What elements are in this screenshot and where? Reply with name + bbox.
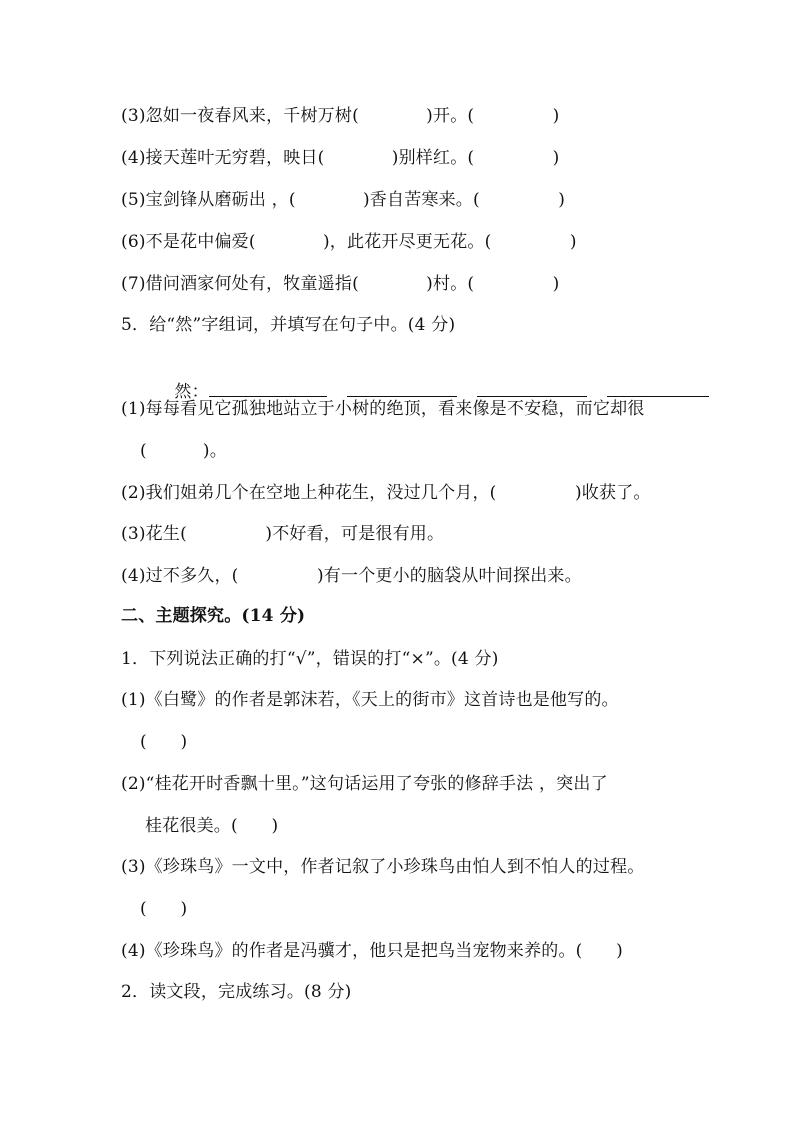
- question-5-title: 5．给“然”字组词，并填写在句子中。(4 分): [121, 315, 456, 335]
- word-blank-4[interactable]: [607, 379, 709, 397]
- word-blank-3[interactable]: [477, 379, 587, 397]
- sentence-1-cont: ( )。: [140, 441, 227, 461]
- judge-item-1-answer[interactable]: ( ): [140, 732, 188, 752]
- poem-blank-line-3: (3)忽如一夜春风来，千树万树( )开。( ): [121, 106, 560, 126]
- judge-item-2-cont: 桂花很美。( ): [145, 816, 279, 836]
- word-blank-1[interactable]: [209, 379, 327, 397]
- question-2-title: 2．读文段，完成练习。(8 分): [121, 982, 352, 1002]
- word-blank-2[interactable]: [347, 379, 457, 397]
- sentence-4: (4)过不多久，( )有一个更小的脑袋从叶间探出来。: [121, 566, 582, 586]
- judge-item-4: (4)《珍珠鸟》的作者是冯骥才，他只是把鸟当宠物来养的。( ): [121, 941, 623, 961]
- word-fill-label: 然：: [174, 382, 209, 402]
- sentence-2: (2)我们姐弟几个在空地上种花生，没过几个月，( )收获了。: [121, 483, 651, 503]
- section-2-heading: 二、主题探究。(14 分): [121, 606, 306, 626]
- question-1-title: 1．下列说法正确的打“√”，错误的打“×”。(4 分): [121, 649, 499, 669]
- judge-item-1: (1)《白鹭》的作者是郭沫若，《天上的街市》这首诗也是他写的。: [121, 690, 619, 710]
- sentence-1: (1)每每看见它孤独地站立于小树的绝顶，看来像是不安稳，而它却很: [121, 399, 645, 419]
- poem-blank-line-7: (7)借问酒家何处有，牧童遥指( )村。( ): [121, 274, 560, 294]
- judge-item-2: (2)“桂花开时香飘十里。”这句话运用了夸张的修辞手法 ，突出了: [121, 774, 608, 794]
- poem-blank-line-6: (6)不是花中偏爱( )，此花开尽更无花。( ): [121, 232, 577, 252]
- sentence-3: (3)花生( )不好看，可是很有用。: [121, 524, 445, 544]
- judge-item-3: (3)《珍珠鸟》一文中，作者记叙了小珍珠鸟由怕人到不怕人的过程。: [121, 857, 645, 877]
- judge-item-3-answer[interactable]: ( ): [140, 899, 188, 919]
- poem-blank-line-5: (5)宝剑锋从磨砺出 ，( )香自苦寒来。( ): [121, 190, 566, 210]
- poem-blank-line-4: (4)接天莲叶无穷碧，映日( )别样红。( ): [121, 148, 560, 168]
